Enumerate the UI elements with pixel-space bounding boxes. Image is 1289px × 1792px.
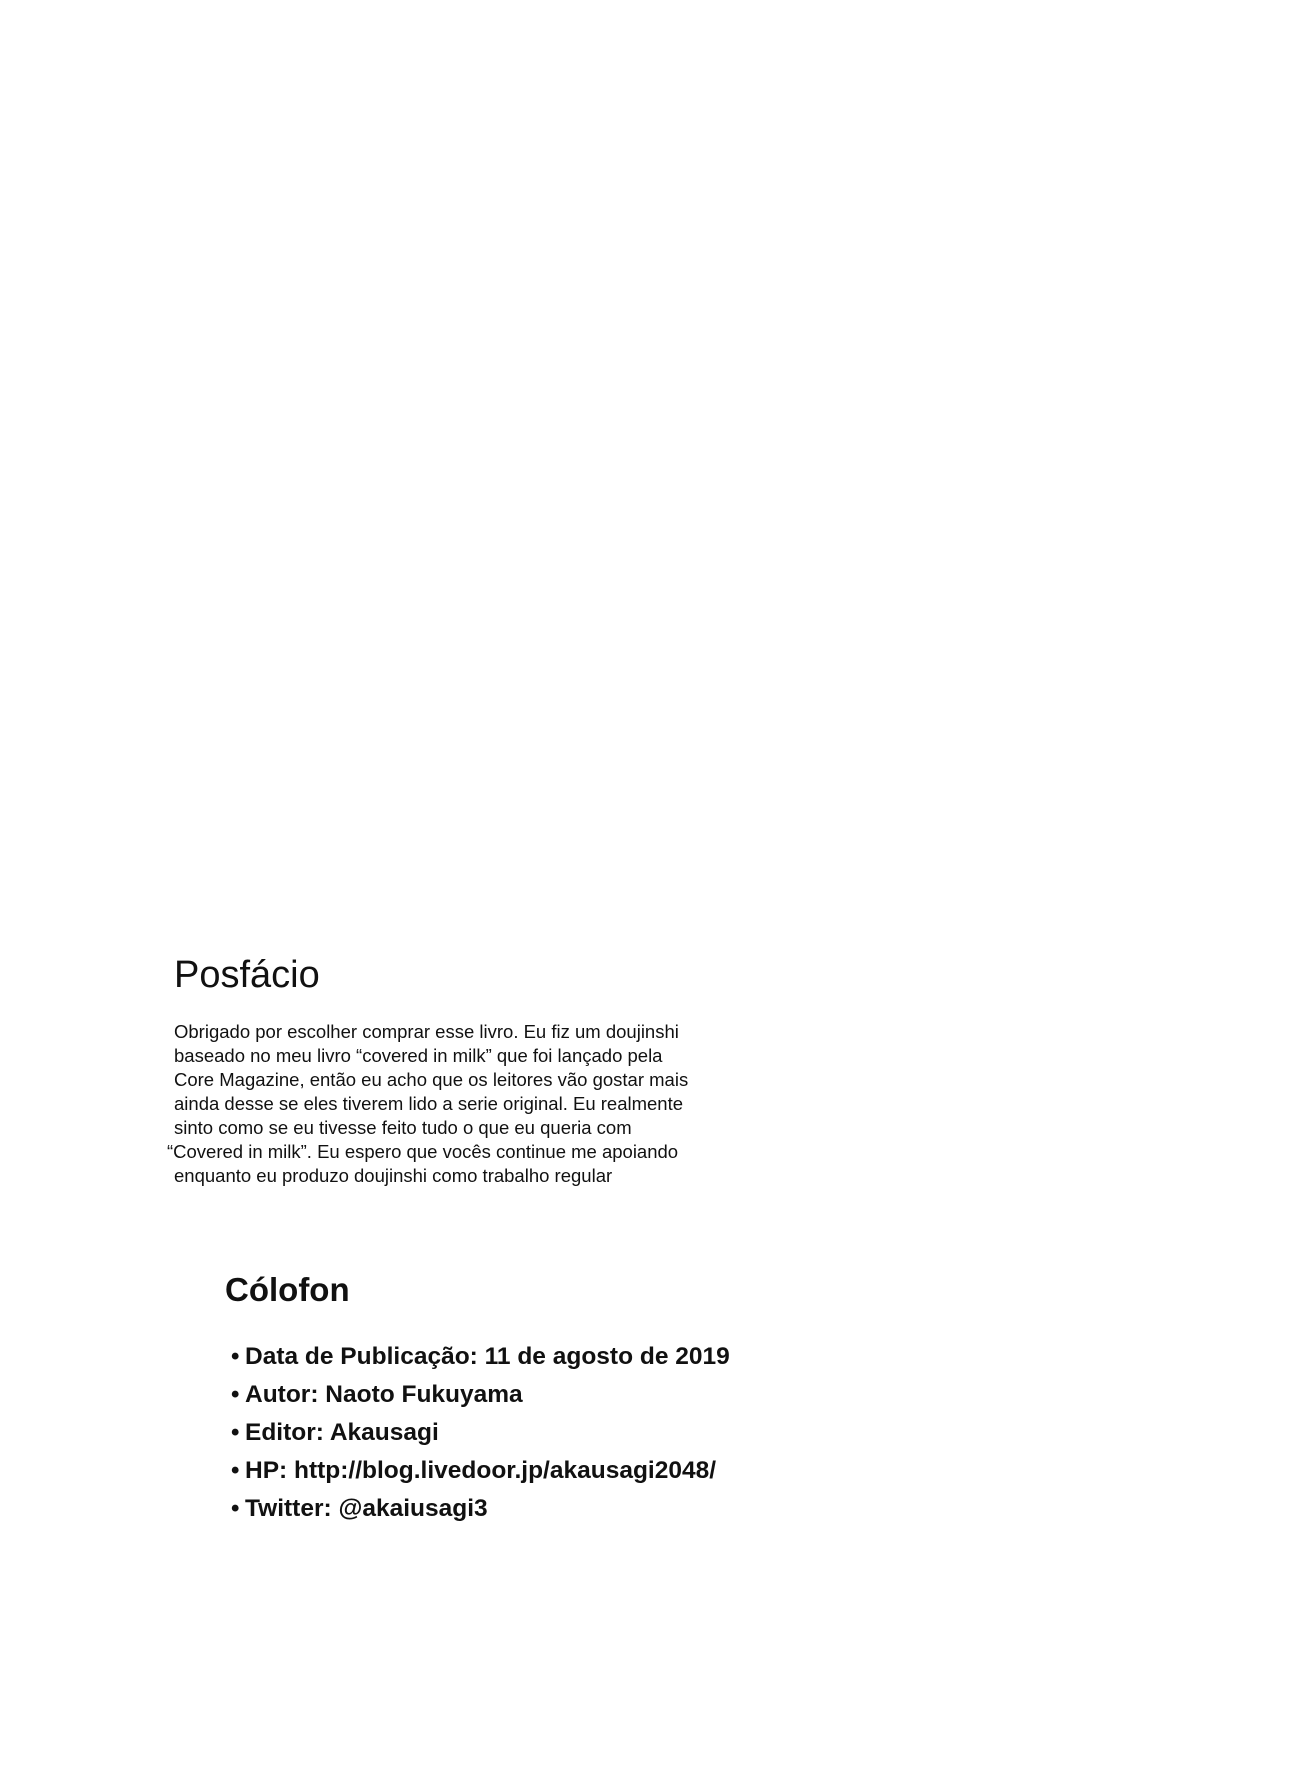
afterword-line: sinto como se eu tivesse feito tudo o que eu queria com: [174, 1117, 632, 1138]
bullet-icon: •: [231, 1457, 240, 1484]
afterword-line: baseado no meu livro “covered in milk” que foi lançado pela: [174, 1045, 663, 1066]
afterword-title: Posfácio: [174, 954, 320, 996]
colophon-section: [225, 1270, 845, 1533]
colophon-title: Cólofon: [225, 1271, 350, 1308]
colophon-item-text: Data de Publicação: 11 de agosto de 2019: [245, 1343, 730, 1370]
afterword-line: Obrigado por escolher comprar esse livro. Eu fiz um doujinshi: [174, 1021, 679, 1042]
colophon-twitter: [231, 1495, 845, 1533]
afterword-line: “Covered in milk”. Eu espero que vocês continue me apoiando: [167, 1141, 679, 1162]
colophon-publication-date: [231, 1343, 845, 1381]
bullet-icon: •: [231, 1419, 240, 1446]
bullet-icon: •: [231, 1495, 240, 1522]
bullet-icon: •: [231, 1381, 240, 1408]
bullet-icon: •: [231, 1343, 240, 1370]
colophon-list: [231, 1343, 845, 1533]
colophon-item-text: HP: http://blog.livedoor.jp/akausagi2048/: [245, 1457, 717, 1484]
colophon-item-text: Editor: Akausagi: [245, 1419, 439, 1446]
colophon-author: [231, 1381, 845, 1419]
colophon-homepage: [231, 1457, 845, 1495]
afterword-section: [167, 952, 774, 1188]
afterword-line: ainda desse se eles tiverem lido a serie original. Eu realmente: [174, 1093, 684, 1114]
afterword-line: Core Magazine, então eu acho que os leitores vão gostar mais: [174, 1069, 689, 1090]
colophon-item-text: Autor: Naoto Fukuyama: [245, 1381, 523, 1408]
afterword-line: enquanto eu produzo doujinshi como trabalho regular: [174, 1165, 613, 1186]
colophon-editor: [231, 1419, 845, 1457]
afterword-body: [167, 1020, 774, 1188]
colophon-item-text: Twitter: @akaiusagi3: [245, 1495, 488, 1522]
